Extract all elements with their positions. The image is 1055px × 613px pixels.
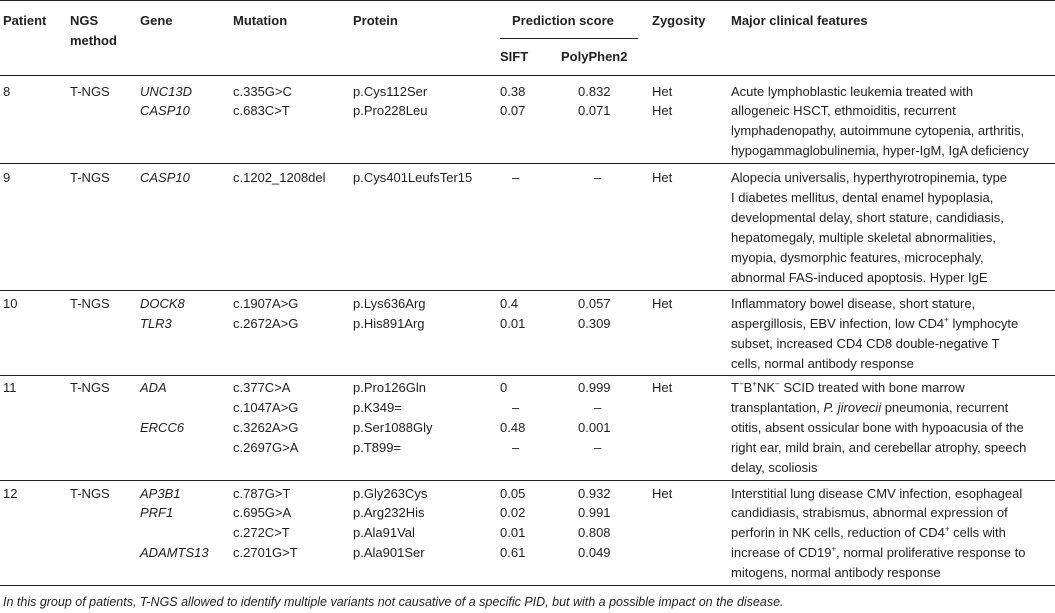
col-header-sift: SIFT: [500, 49, 529, 64]
cell-clinical-features: perforin in NK cells, reduction of CD4+ cells with: [731, 524, 1006, 540]
cell-ngs-method: T-NGS: [70, 380, 110, 395]
cell-gene: ADAMTS13: [140, 545, 209, 560]
cell-polyphen: 0.932: [578, 486, 611, 501]
cell-sift: –: [512, 170, 520, 185]
cell-patient: 11: [3, 380, 17, 395]
cell-gene: PRF1: [140, 505, 174, 520]
cell-patient: 10: [3, 296, 18, 311]
cell-mutation: c.2672A>G: [233, 316, 299, 331]
cell-clinical-features: hepatomegaly, multiple skeletal abnormalities,: [731, 230, 996, 245]
cell-gene: CASP10: [140, 170, 190, 185]
cell-clinical-features: lymphadenopathy, autoimmune cytopenia, arthritis,: [731, 123, 1025, 138]
cell-polyphen: 0.999: [578, 380, 611, 395]
cell-gene: TLR3: [140, 316, 172, 331]
cell-clinical-features: increase of CD19+, normal proliferative response to: [731, 544, 1026, 560]
cell-polyphen: 0.001: [578, 420, 611, 435]
row-separator: [0, 290, 1055, 291]
cell-clinical-features: Alopecia universalis, hyperthyrotropinemia, type: [731, 170, 1008, 185]
cell-mutation: c.2697G>A: [233, 440, 299, 455]
cell-ngs-method: T-NGS: [70, 170, 110, 185]
cell-mutation: c.377C>A: [233, 380, 291, 395]
cell-ngs-method: T-NGS: [70, 296, 110, 311]
cell-protein: p.Ala901Ser: [353, 545, 425, 560]
cell-clinical-features: candidiasis, strabismus, abnormal expression of: [731, 505, 1008, 520]
cell-sift: 0.48: [500, 420, 526, 435]
cell-sift: 0.61: [500, 545, 526, 560]
cell-clinical-features: cells, normal antibody response: [731, 356, 914, 371]
row-separator: [0, 480, 1055, 481]
cell-clinical-features: developmental delay, short stature, candidiasis,: [731, 210, 1004, 225]
cell-clinical-features: otitis, absent ossicular bone with hypoacusia of the: [731, 420, 1024, 435]
cell-sift: –: [512, 400, 520, 415]
cell-clinical-features: delay, scoliosis: [731, 460, 818, 475]
cell-patient: 12: [3, 486, 18, 501]
cell-patient: 8: [3, 84, 11, 99]
col-header-polyphen2: PolyPhen2: [561, 49, 628, 64]
cell-sift: 0.01: [500, 316, 526, 331]
cell-sift: 0.02: [500, 505, 526, 520]
cell-clinical-features: I diabetes mellitus, dental enamel hypoplasia,: [731, 190, 994, 205]
cell-polyphen: 0.309: [578, 316, 611, 331]
cell-protein: p.Cys112Ser: [353, 84, 428, 99]
cell-clinical-features: Inflammatory bowel disease, short stature,: [731, 296, 976, 311]
cell-zygosity: Het: [652, 486, 673, 501]
header-bottom-rule: [0, 75, 1055, 76]
cell-gene: ADA: [140, 380, 167, 395]
cell-polyphen: 0.832: [578, 84, 611, 99]
col-header-prediction-score: Prediction score: [512, 13, 614, 28]
cell-protein: p.Pro126Gln: [353, 380, 426, 395]
cell-clinical-features: mitogens, normal antibody response: [731, 565, 941, 580]
cell-sift: 0.4: [500, 296, 519, 311]
cell-mutation: c.3262A>G: [233, 420, 299, 435]
col-header-clinical-features: Major clinical features: [731, 13, 868, 28]
cell-clinical-features: hypogammaglobulinemia, hyper-IgM, IgA deficiency: [731, 143, 1029, 158]
cell-zygosity: Het: [652, 170, 673, 185]
col-header-zygosity: Zygosity: [652, 13, 706, 28]
col-header-ngs-method: NGS: [70, 13, 99, 28]
cell-sift: 0: [500, 380, 508, 395]
cell-mutation: c.1907A>G: [233, 296, 299, 311]
cell-mutation: c.695G>A: [233, 505, 292, 520]
col-header-gene: Gene: [140, 13, 173, 28]
col-header-patient: Patient: [3, 13, 47, 28]
cell-polyphen: –: [594, 400, 602, 415]
cell-sift: 0.05: [500, 486, 526, 501]
cell-clinical-features: allogeneic HSCT, ethmoiditis, recurrent: [731, 103, 956, 118]
cell-ngs-method: T-NGS: [70, 486, 110, 501]
cell-polyphen: 0.808: [578, 525, 611, 540]
cell-clinical-features: right ear, mild brain, and cerebellar atrophy, speech: [731, 440, 1027, 455]
cell-protein: p.Gly263Cys: [353, 486, 428, 501]
col-header-protein: Protein: [353, 13, 398, 28]
table-footnote: In this group of patients, T-NGS allowed to identify multiple variants not causative of a specific PID, but with a possible impact on the disease.: [3, 595, 784, 609]
cell-mutation: c.787G>T: [233, 486, 291, 501]
cell-clinical-features: T−B+NK− SCID treated with bone marrow: [731, 379, 965, 395]
cell-polyphen: 0.049: [578, 545, 611, 560]
cell-sift: 0.38: [500, 84, 526, 99]
cell-mutation: c.683C>T: [233, 103, 290, 118]
prediction-subrule: [500, 38, 638, 39]
cell-clinical-features: transplantation, P. jirovecii pneumonia, recurrent: [731, 400, 1009, 415]
col-header-ngs-method-line2: method: [70, 33, 117, 48]
cell-protein: p.His891Arg: [353, 316, 425, 331]
cell-protein: p.T899=: [353, 440, 402, 455]
row-separator: [0, 163, 1055, 164]
cell-protein: p.Arg232His: [353, 505, 425, 520]
cell-clinical-features: myopia, dysmorphic features, microcephaly,: [731, 250, 984, 265]
cell-protein: p.Lys636Arg: [353, 296, 426, 311]
cell-zygosity: Het: [652, 84, 673, 99]
cell-protein: p.Ala91Val: [353, 525, 415, 540]
cell-polyphen: –: [594, 170, 602, 185]
cell-ngs-method: T-NGS: [70, 84, 110, 99]
cell-clinical-features: aspergillosis, EBV infection, low CD4+ lymphocyte: [731, 315, 1019, 331]
cell-sift: 0.01: [500, 525, 526, 540]
cell-mutation: c.1202_1208del: [233, 170, 326, 185]
cell-sift: –: [512, 440, 520, 455]
cell-protein: p.Cys401LeufsTer15: [353, 170, 473, 185]
cell-sift: 0.07: [500, 103, 526, 118]
cell-zygosity: Het: [652, 103, 673, 118]
cell-gene: UNC13D: [140, 84, 193, 99]
cell-patient: 9: [3, 170, 11, 185]
cell-polyphen: 0.057: [578, 296, 611, 311]
cell-mutation: c.335G>C: [233, 84, 292, 99]
cell-mutation: c.272C>T: [233, 525, 290, 540]
table-top-rule: [0, 0, 1055, 1]
row-separator: [0, 375, 1055, 376]
cell-gene: AP3B1: [140, 486, 181, 501]
cell-zygosity: Het: [652, 380, 673, 395]
cell-clinical-features: Acute lymphoblastic leukemia treated with: [731, 84, 974, 99]
cell-mutation: c.2701G>T: [233, 545, 298, 560]
table-bottom-rule: [0, 585, 1055, 586]
cell-gene: DOCK8: [140, 296, 185, 311]
cell-protein: p.Pro228Leu: [353, 103, 428, 118]
cell-protein: p.K349=: [353, 400, 402, 415]
cell-zygosity: Het: [652, 296, 673, 311]
cell-gene: CASP10: [140, 103, 190, 118]
cell-polyphen: –: [594, 440, 602, 455]
col-header-mutation: Mutation: [233, 13, 288, 28]
cell-polyphen: 0.071: [578, 103, 611, 118]
cell-protein: p.Ser1088Gly: [353, 420, 433, 435]
cell-clinical-features: abnormal FAS-induced apoptosis. Hyper IgE: [731, 270, 988, 285]
cell-clinical-features: Interstitial lung disease CMV infection, esophageal: [731, 486, 1023, 501]
cell-polyphen: 0.991: [578, 505, 611, 520]
cell-mutation: c.1047A>G: [233, 400, 299, 415]
cell-clinical-features: subset, increased CD4 CD8 double-negative T: [731, 336, 1000, 351]
cell-gene: ERCC6: [140, 420, 185, 435]
